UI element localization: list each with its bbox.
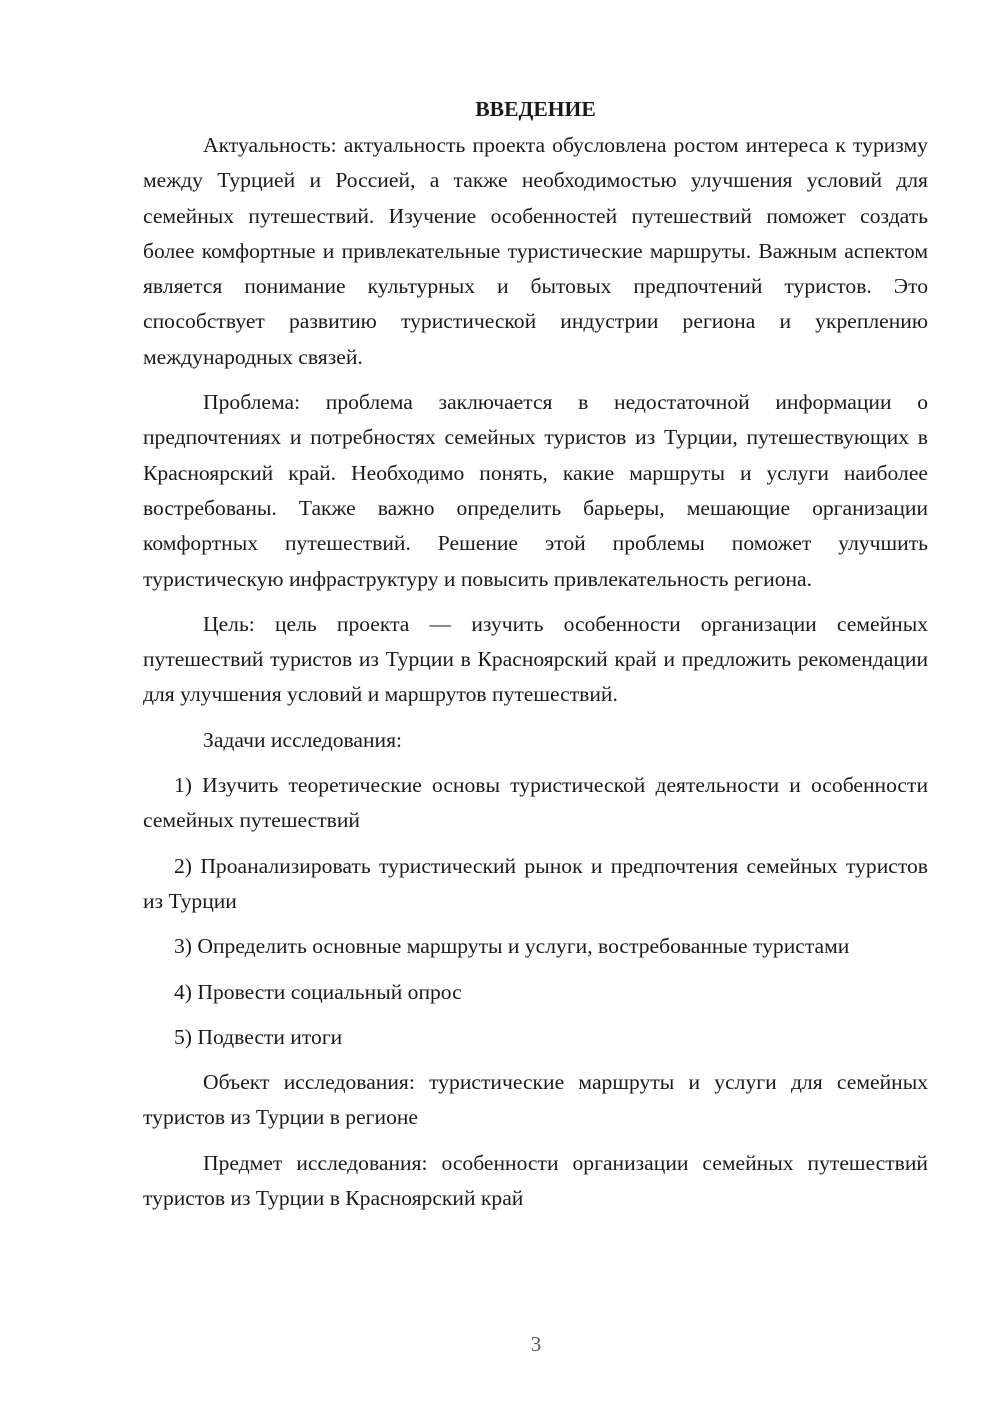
- page-number: 3: [530, 1332, 542, 1356]
- paragraph-object: Объект исследования: туристические маршруты и услуги для семейных туристов из Турции в регионе: [143, 1070, 928, 1130]
- paragraph-relevance: Актуальность: актуальность проекта обусловлена ростом интереса к туризму между Турцией и Россией, а также необходимостью улучшения условий для семейных путешествий. Изучение особенностей путешествий поможет создать более комфортные и привлекательные туристические маршруты. Важным аспектом является понимание культурных и бытовых предпочтений туристов. Это способствует развитию туристической индустрии региона и укреплению международных связей.: [143, 133, 928, 369]
- paragraph-goal: Цель: цель проекта — изучить особенности организации семейных путешествий туристов из Турции в Красноярский край и предложить рекомендации для улучшения условий и маршрутов путешествий.: [143, 611, 928, 707]
- task-item-5: 5) Подвести итоги: [174, 1024, 343, 1049]
- task-item-4: 4) Провести социальный опрос: [174, 979, 462, 1004]
- task-item-3: 3) Определить основные маршруты и услуги, востребованные туристами: [174, 934, 850, 959]
- task-item-1: 1) Изучить теоретические основы туристической деятельности и особенности семейных путешествий: [143, 773, 928, 833]
- task-item-2: 2) Проанализировать туристический рынок и предпочтения семейных туристов из Турции: [143, 853, 928, 913]
- paragraph-problem: Проблема: проблема заключается в недостаточной информации о предпочтениях и потребностях семейных туристов из Турции, путешествующих в Красноярский край. Необходимо понять, какие маршруты и услуги наиболее востребованы. Также важно определить барьеры, мешающие организации комфортных путешествий. Решение этой проблемы поможет улучшить туристическую инфраструктуру и повысить привлекательность региона.: [143, 390, 928, 591]
- paragraph-subject: Предмет исследования: особенности организации семейных путешествий туристов из Турции в Красноярский край: [143, 1150, 928, 1211]
- tasks-heading: Задачи исследования:: [203, 727, 403, 752]
- document-page: [143, 92, 928, 1226]
- page-title: ВВЕДЕНИЕ: [475, 97, 596, 121]
